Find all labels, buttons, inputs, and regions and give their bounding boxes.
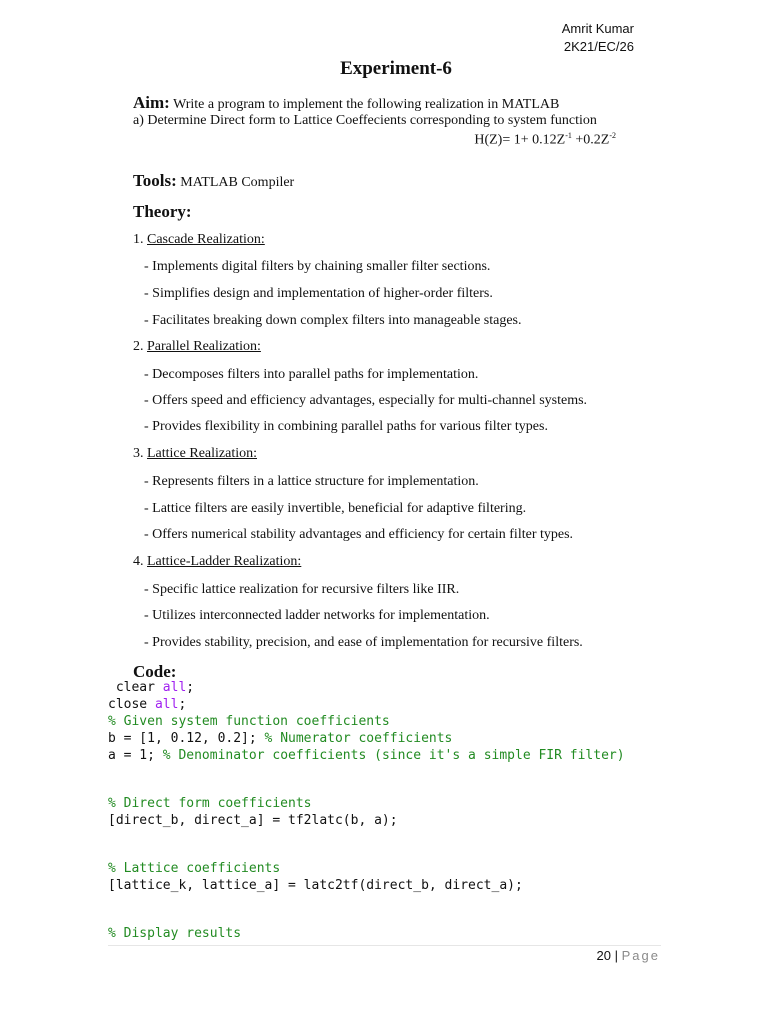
code-comment: % Display results bbox=[108, 926, 242, 941]
section-heading bbox=[133, 232, 265, 248]
section-title: Parallel Realization: bbox=[147, 339, 261, 354]
system-function bbox=[474, 131, 616, 149]
footer-divider bbox=[108, 945, 661, 946]
code-comment: % Lattice coefficients bbox=[108, 861, 281, 876]
code-line: clear all; bbox=[108, 680, 195, 695]
theory-point: - Represents filters in a lattice structure for implementation. bbox=[144, 474, 479, 489]
theory-point: - Offers numerical stability advantages and efficiency for certain filter types. bbox=[144, 527, 574, 542]
theory-point: - Provides stability, precision, and ease of implementation for recursive filters. bbox=[144, 635, 583, 650]
code-line: [direct_b, direct_a] = tf2latc(b, a); bbox=[108, 813, 398, 828]
hz-exponent-2: -2 bbox=[609, 131, 616, 140]
aim-part-a: a) Determine Direct form to Lattice Coeffecients corresponding to system function bbox=[133, 113, 597, 128]
section-number: 2. bbox=[133, 339, 147, 354]
experiment-title: Experiment-6 bbox=[340, 58, 452, 79]
section-number: 4. bbox=[133, 554, 147, 569]
code-line: a = 1; % Denominator coefficients (since it's a simple FIR filter) bbox=[108, 748, 625, 763]
code-line: b = [1, 0.12, 0.2]; % Numerator coefficients bbox=[108, 731, 453, 746]
theory-point: - Simplifies design and implementation of higher-order filters. bbox=[144, 286, 493, 301]
aim-line bbox=[133, 93, 559, 113]
section-title: Lattice-Ladder Realization: bbox=[147, 554, 302, 569]
footer-separator: | bbox=[611, 948, 622, 963]
section-heading bbox=[133, 554, 301, 570]
theory-point: - Utilizes interconnected ladder networks for implementation. bbox=[144, 608, 490, 623]
page-footer bbox=[597, 948, 660, 963]
theory-point: - Offers speed and efficiency advantages, especially for multi-channel systems. bbox=[144, 393, 588, 408]
aim-text: Write a program to implement the following realization in MATLAB bbox=[169, 97, 560, 112]
tools-line bbox=[133, 171, 294, 191]
code-comment: % Direct form coefficients bbox=[108, 796, 312, 811]
code-line: [lattice_k, lattice_a] = latc2tf(direct_b, direct_a); bbox=[108, 878, 523, 893]
section-title: Cascade Realization: bbox=[147, 232, 265, 247]
tools-text: MATLAB Compiler bbox=[176, 175, 295, 190]
page-label: Page bbox=[621, 948, 660, 963]
hz-prefix: H(Z)= 1+ 0.12Z bbox=[474, 132, 566, 148]
page-number: 20 bbox=[596, 948, 612, 963]
hz-middle: +0.2Z bbox=[571, 132, 610, 148]
hz-exponent-1: -1 bbox=[565, 131, 572, 140]
code-line: close all; bbox=[108, 697, 187, 712]
author-name: Amrit Kumar bbox=[561, 21, 634, 36]
section-number: 3. bbox=[133, 446, 147, 461]
theory-point: - Facilitates breaking down complex filters into manageable stages. bbox=[144, 313, 522, 328]
roll-number: 2K21/EC/26 bbox=[563, 39, 634, 54]
section-heading bbox=[133, 446, 257, 462]
theory-point: - Provides flexibility in combining parallel paths for various filter types. bbox=[144, 419, 548, 434]
theory-point: - Lattice filters are easily invertible, beneficial for adaptive filtering. bbox=[144, 501, 527, 516]
section-title: Lattice Realization: bbox=[147, 446, 258, 461]
theory-point: - Decomposes filters into parallel paths for implementation. bbox=[144, 367, 479, 382]
section-heading bbox=[133, 339, 261, 355]
code-comment: % Given system function coefficients bbox=[108, 714, 390, 729]
document-header bbox=[562, 20, 634, 56]
section-number: 1. bbox=[133, 232, 147, 247]
theory-heading: Theory: bbox=[133, 202, 192, 221]
theory-point: - Specific lattice realization for recursive filters like IIR. bbox=[144, 582, 460, 597]
theory-point: - Implements digital filters by chaining smaller filter sections. bbox=[144, 259, 491, 274]
code-heading: Code: bbox=[133, 662, 177, 681]
tools-label: Tools: bbox=[133, 171, 177, 190]
aim-label: Aim: bbox=[133, 93, 170, 112]
